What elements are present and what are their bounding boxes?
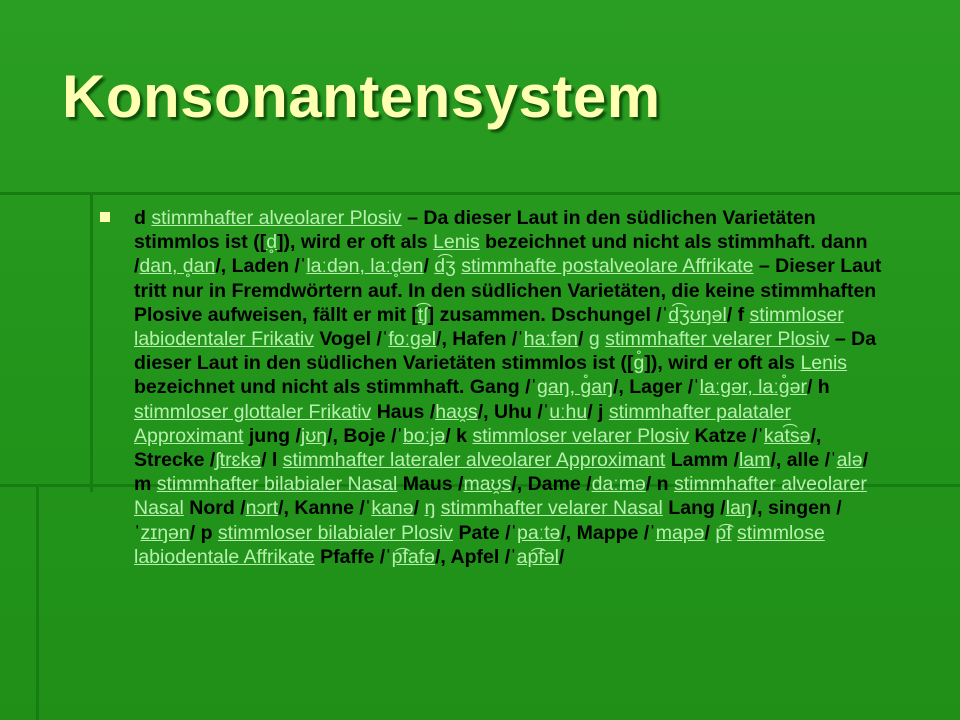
inline-text: /, alle /ˈ — [770, 449, 837, 472]
inline-link[interactable]: boːjə — [402, 424, 446, 447]
inline-text: ] zusammen. Dschungel /ˈ — [427, 303, 669, 326]
inline-text: Haus / — [371, 400, 436, 423]
inline-link[interactable]: laŋ — [725, 497, 752, 520]
frame-edge — [90, 192, 93, 492]
inline-link[interactable]: dan, d̥an — [139, 255, 216, 278]
inline-text: Lamm / — [665, 449, 740, 472]
inline-text: / l — [261, 449, 283, 472]
inline-link[interactable]: uːhu — [549, 400, 588, 423]
inline-link[interactable]: t͡ʃ — [417, 303, 428, 326]
inline-link[interactable]: ŋ — [424, 497, 436, 520]
inline-text: – Dieser Laut tritt nur in Fremdwörtern auf. In den südlichen Varietäten, die keine stimmhaften Plosive aufweisen, fällt er mit [ — [134, 255, 882, 326]
inline-text: / — [558, 545, 565, 568]
inline-link[interactable]: daːmə — [591, 473, 646, 496]
inline-link[interactable]: ɡ̊ — [633, 352, 645, 375]
inline-text: / — [578, 328, 589, 351]
inline-text: /, Mappe /ˈ — [560, 521, 656, 544]
inline-link[interactable]: Lenis — [433, 231, 480, 254]
inline-text: Katze /ˈ — [689, 424, 764, 447]
bullet-text — [134, 206, 890, 569]
inline-text: d — [134, 207, 152, 229]
inline-text: – Da dieser Laut in den südlichen Varietäten stimmlos ist ([ — [134, 328, 877, 375]
inline-link[interactable]: alə — [836, 449, 863, 472]
inline-link[interactable]: ɡ — [588, 328, 600, 351]
inline-text: / p — [189, 521, 218, 544]
inline-text: / h — [806, 376, 830, 399]
inline-link[interactable]: kat͡sə — [763, 424, 811, 447]
inline-link[interactable]: stimmhafter lateraler alveolarer Approximant — [282, 449, 666, 472]
inline-link[interactable]: laːɡər, laːɡ̊ər — [699, 376, 807, 399]
inline-link[interactable]: ʃtrɛkə — [215, 449, 262, 472]
inline-text: bezeichnet und nicht als stimmhaft. dann / — [134, 231, 868, 278]
inline-link[interactable]: stimmloser glottaler Frikativ — [134, 400, 372, 423]
inline-link[interactable]: stimmloser bilabialer Plosiv — [217, 521, 454, 544]
inline-link[interactable]: stimmhafte postalveolare Affrikate — [461, 255, 754, 278]
inline-text: / f — [726, 303, 750, 326]
inline-link[interactable]: d̥ — [266, 231, 278, 254]
inline-text: jung / — [243, 424, 301, 447]
inline-text: Nord / — [183, 497, 246, 520]
inline-text: Lang / — [662, 497, 726, 520]
inline-text: / k — [445, 424, 473, 447]
inline-text: /, Kanne /ˈ — [278, 497, 372, 520]
inline-link[interactable]: haːfən — [523, 328, 579, 351]
inline-link[interactable]: haʊ̯s — [435, 400, 478, 423]
inline-text: /, Boje /ˈ — [327, 424, 403, 447]
inline-link[interactable]: d͡ʒʊŋəl — [668, 303, 727, 326]
inline-text: /, Laden /ˈ — [215, 255, 307, 278]
inline-link[interactable]: mapə — [655, 521, 705, 544]
inline-link[interactable]: Lenis — [800, 352, 848, 375]
inline-link[interactable]: stimmhafter bilabialer Nasal — [156, 473, 398, 496]
inline-text: ]), wird er oft als — [644, 352, 801, 375]
inline-link[interactable]: foːɡəl — [388, 328, 437, 351]
inline-text: / n — [645, 473, 674, 496]
inline-text: / — [423, 255, 435, 278]
inline-text: / — [413, 497, 425, 520]
square-bullet-icon — [100, 212, 110, 222]
slide-title: Konsonantensystem — [62, 63, 661, 130]
inline-text: /, Apfel /ˈ — [435, 545, 517, 568]
inline-text: / — [704, 521, 716, 544]
inline-text: /, Lager /ˈ — [612, 376, 700, 399]
inline-text: /, Hafen /ˈ — [436, 328, 524, 351]
inline-text: Pfaffe /ˈ — [314, 545, 392, 568]
inline-link[interactable]: stimmhafter alveolarer Plosiv — [151, 207, 402, 229]
inline-link[interactable]: jʊŋ — [300, 424, 328, 447]
inline-link[interactable]: paːtə — [517, 521, 561, 544]
inline-link[interactable]: stimmhafter velarer Nasal — [440, 497, 663, 520]
inline-text: /, Uhu /ˈ — [477, 400, 550, 423]
inline-link[interactable]: ɡaŋ, ɡ̊aŋ — [537, 376, 613, 399]
inline-text: Vogel /ˈ — [313, 328, 389, 351]
inline-link[interactable]: stimmloser labiodentaler Frikativ — [134, 303, 844, 351]
inline-text: / j — [587, 400, 609, 423]
inline-link[interactable]: kanə — [371, 497, 414, 520]
divider-line — [0, 192, 960, 195]
inline-link[interactable]: zɪŋən — [140, 521, 190, 544]
inline-link[interactable]: stimmhafter alveolarer Nasal — [134, 473, 867, 520]
inline-link[interactable]: p͡fafə — [391, 545, 436, 568]
inline-link[interactable]: stimmloser velarer Plosiv — [472, 424, 690, 447]
inline-link[interactable]: lam — [739, 449, 771, 472]
inline-link[interactable]: maʊ̯s — [463, 473, 512, 496]
inline-text: ]), wird er oft als — [277, 231, 434, 254]
inline-text: /, Strecke / — [134, 424, 822, 472]
inline-text: / m — [134, 449, 869, 496]
inline-text: – Da dieser Laut in den südlichen Varietäten stimmlos ist ([ — [134, 207, 816, 254]
inline-link[interactable]: ap͡fəl — [516, 545, 559, 568]
inline-text: Maus / — [397, 473, 464, 496]
inline-text: /, Dame / — [511, 473, 592, 496]
inline-link[interactable]: stimmhafter velarer Plosiv — [605, 328, 830, 351]
inline-link[interactable]: d͡ʒ — [434, 255, 456, 278]
inline-link[interactable]: stimmhafter palataler Approximant — [134, 400, 791, 447]
inline-text: Pate /ˈ — [453, 521, 517, 544]
frame-edge-lower — [36, 484, 39, 720]
inline-text: bezeichnet und nicht als stimmhaft. Gang /ˈ — [134, 376, 538, 399]
inline-link[interactable]: p͡f — [715, 521, 732, 544]
inline-link[interactable]: stimmlose labiodentale Affrikate — [134, 521, 825, 568]
inline-link[interactable]: laːdən, laːd̥ən — [306, 255, 424, 278]
inline-link[interactable]: nɔrt — [245, 497, 279, 520]
inline-text: /, singen /ˈ — [134, 497, 842, 544]
